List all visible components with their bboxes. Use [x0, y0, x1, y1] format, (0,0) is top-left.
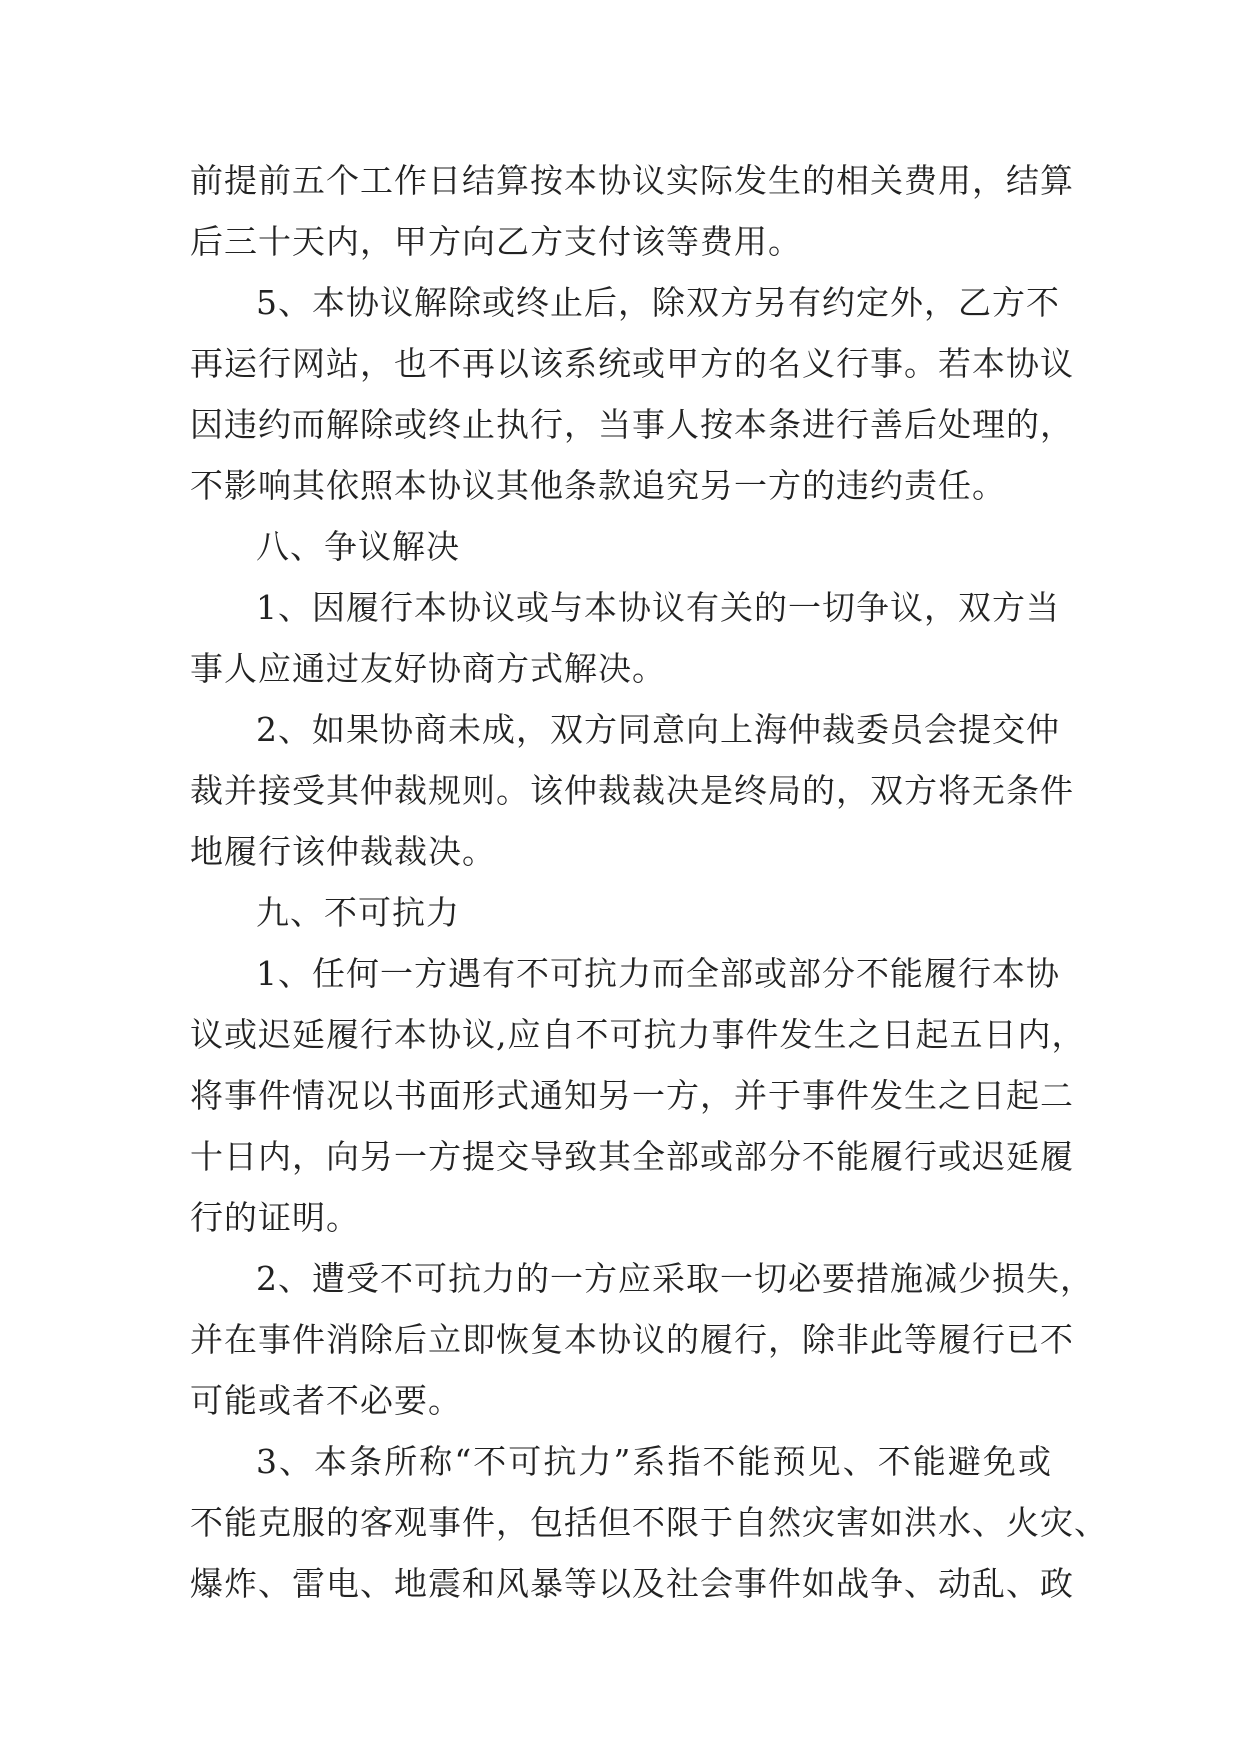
text-line: 5、本协议解除或终止后，除双方另有约定外，乙方不 — [256, 283, 1060, 322]
text-line: 事人应通过友好协商方式解决。 — [190, 649, 666, 688]
text-line: 并在事件消除后立即恢复本协议的履行，除非此等履行已不 — [190, 1320, 1074, 1359]
text-line: 议或迟延履行本协议,应自不可抗力事件发生之日起五日内， — [190, 1015, 1086, 1054]
text-line: 九、不可抗力 — [256, 893, 460, 932]
text-line: 2、如果协商未成，双方同意向上海仲裁委员会提交仲 — [256, 710, 1060, 749]
text-line: 爆炸、雷电、地震和风暴等以及社会事件如战争、动乱、政 — [190, 1564, 1074, 1603]
text-line: 3、本条所称“不可抗力”系指不能预见、不能避免或 — [256, 1442, 1052, 1481]
text-line: 1、任何一方遇有不可抗力而全部或部分不能履行本协 — [256, 954, 1060, 993]
text-line: 后三十天内，甲方向乙方支付该等费用。 — [190, 222, 802, 261]
text-line: 2、遭受不可抗力的一方应采取一切必要措施减少损失， — [256, 1259, 1094, 1298]
text-line: 行的证明。 — [190, 1198, 360, 1237]
text-line: 再运行网站，也不再以该系统或甲方的名义行事。若本协议 — [190, 344, 1074, 383]
document-page — [190, 150, 1108, 1614]
text-line: 八、争议解决 — [256, 527, 460, 566]
text-line: 不影响其依照本协议其他条款追究另一方的违约责任。 — [190, 466, 1006, 505]
text-line: 不能克服的客观事件，包括但不限于自然灾害如洪水、火灾、 — [190, 1503, 1108, 1542]
text-line: 十日内，向另一方提交导致其全部或部分不能履行或迟延履 — [190, 1137, 1074, 1176]
text-line: 可能或者不必要。 — [190, 1381, 462, 1420]
text-line: 将事件情况以书面形式通知另一方，并于事件发生之日起二 — [190, 1076, 1074, 1115]
text-line: 地履行该仲裁裁决。 — [190, 832, 496, 871]
text-line: 前提前五个工作日结算按本协议实际发生的相关费用，结算 — [190, 161, 1074, 200]
text-line: 因违约而解除或终止执行，当事人按本条进行善后处理的， — [190, 405, 1074, 444]
text-line: 1、因履行本协议或与本协议有关的一切争议，双方当 — [256, 588, 1060, 627]
text-line: 裁并接受其仲裁规则。该仲裁裁决是终局的，双方将无条件 — [190, 771, 1074, 810]
